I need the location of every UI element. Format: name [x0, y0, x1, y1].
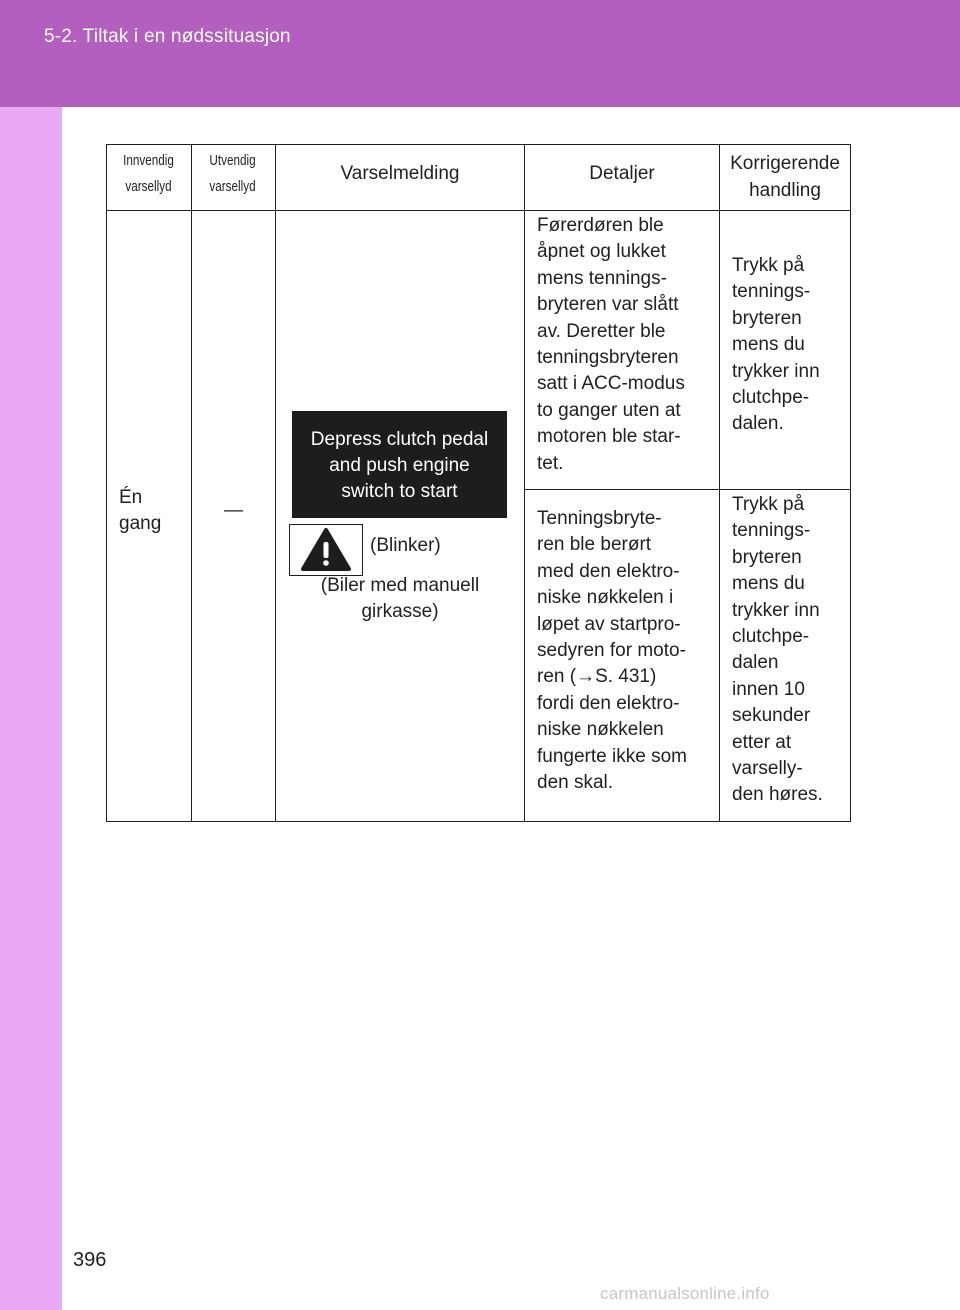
- col-divider-3: [524, 144, 525, 822]
- warning-triangle-icon: [290, 525, 362, 575]
- action-text-1: Trykk på tennings- bryteren mens du trykker inn clutchpe- dalen.: [732, 255, 820, 435]
- col-divider-4: [719, 144, 720, 822]
- chapter-header-band: [0, 0, 960, 107]
- section-title: 5-2. Tiltak i en nødssituasjon: [44, 26, 291, 47]
- header-utvendig: Utvendig varsellyd: [209, 152, 256, 195]
- innvendig-value: Én gang: [119, 487, 162, 535]
- blink-label: (Blinker): [370, 535, 441, 556]
- col-divider-2: [275, 144, 276, 822]
- table-border-right: [850, 144, 851, 822]
- table-border-left: [106, 144, 107, 822]
- vehicle-note: (Biler med manuell girkasse): [320, 575, 480, 623]
- row-split-divider: [524, 489, 851, 490]
- details-text-1: Førerdøren ble åpnet og lukket mens tennings- bryteren var slått av. Deretter ble tenningsbryteren satt i ACC-modus to ganger uten at motoren ble star- tet.: [537, 215, 685, 474]
- details-text-2: Tenningsbryte- ren ble berørt med den elektro- niske nøkkelen i løpet av startpro- sedyren for moto- ren (→S. 431) fordi den elektro- niske nøkkelen fungerte ikke som den skal.: [537, 508, 687, 794]
- page-number: 396: [73, 1249, 107, 1271]
- warning-table: [106, 144, 851, 822]
- warning-triangle-box: [289, 524, 363, 576]
- action-text-2: Trykk på tennings- bryteren mens du trykker inn clutchpe- dalen innen 10 sekunder etter at varselly- den høres.: [732, 494, 823, 806]
- header-divider: [106, 210, 851, 211]
- table-border-bottom: [106, 821, 851, 822]
- utvendig-value: —: [224, 500, 243, 521]
- header-innvendig: Innvendig varsellyd: [123, 152, 174, 195]
- watermark-text: carmanualsonline.info: [600, 1284, 770, 1303]
- table-border-top: [106, 144, 851, 145]
- header-korrigerende: Korrigerende handling: [730, 153, 840, 201]
- header-detaljer: Detaljer: [589, 163, 655, 184]
- side-margin-band: [0, 107, 62, 1310]
- dashboard-message-display: Depress clutch pedal and push engine switch to start: [292, 411, 507, 518]
- col-divider-1: [191, 144, 192, 822]
- header-varselmelding: Varselmelding: [340, 163, 460, 184]
